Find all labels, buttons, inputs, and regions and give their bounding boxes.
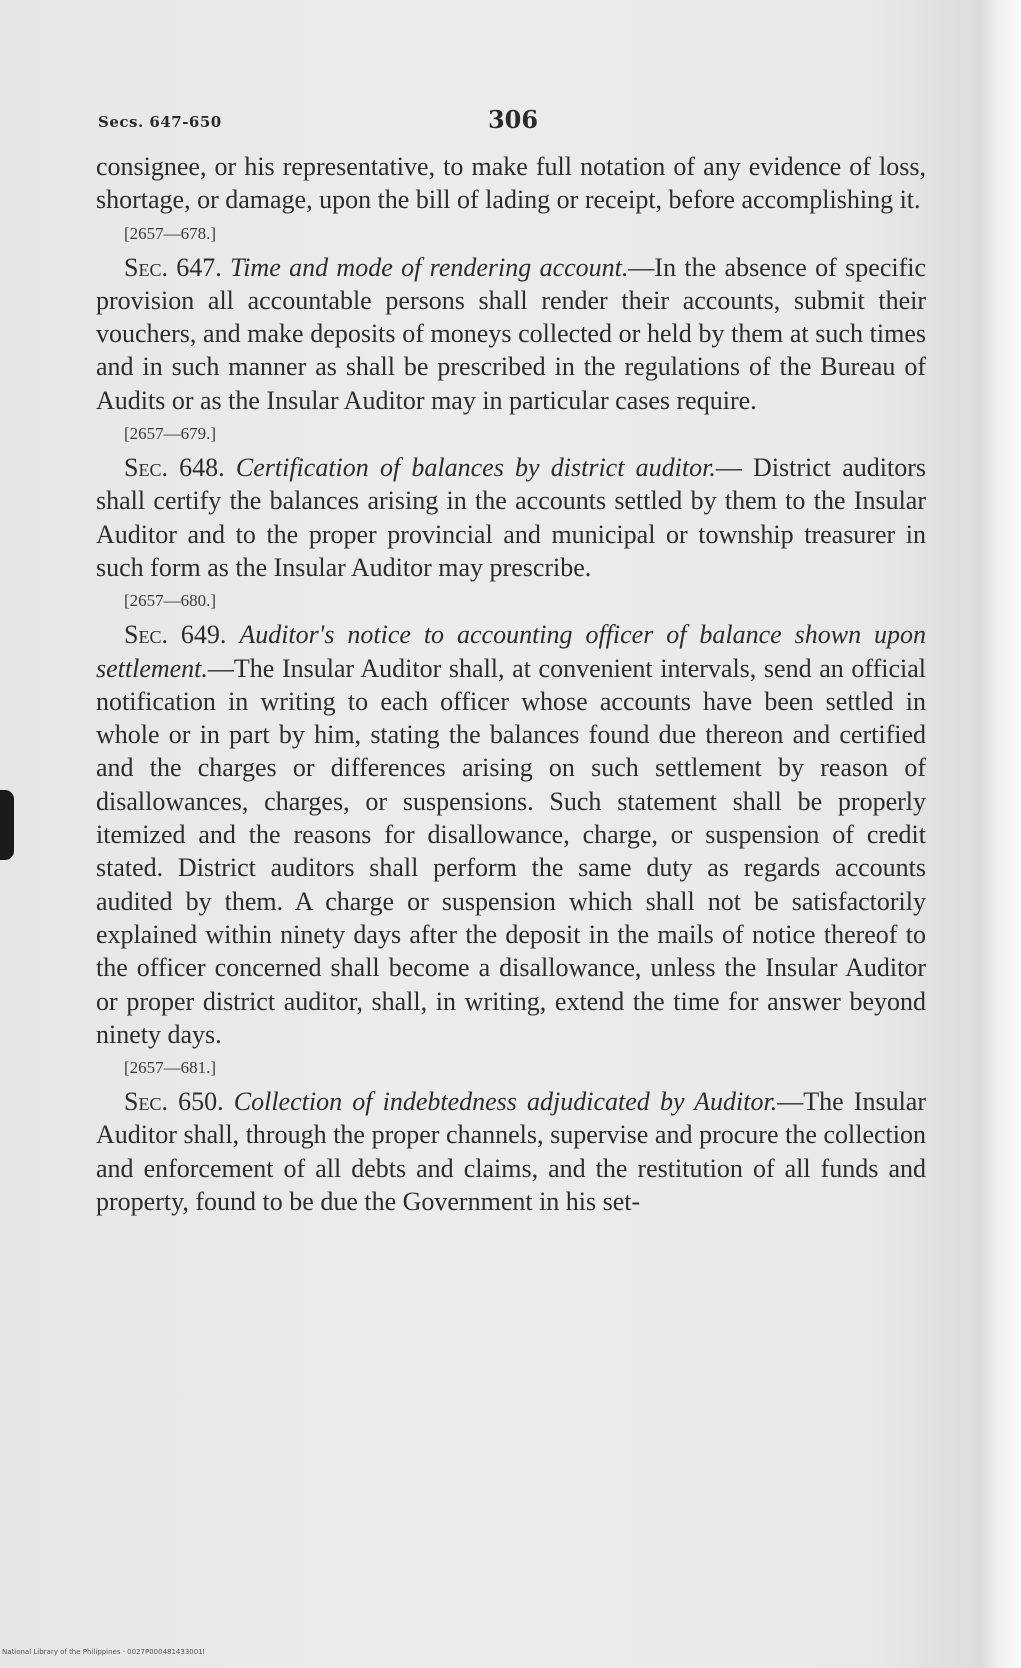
- binding-mark: [0, 790, 14, 860]
- page-number: 306: [487, 105, 539, 134]
- section-text: —In the absence of specific provision all accountable persons shall render their accounts, submit their vouchers, and make deposits of moneys collected or held by them at such times and in such manner as shall be prescribed in the regulations of the Bureau of Audits or as the Insular Auditor may in particular cases require.: [96, 252, 927, 415]
- section-title: Time and mode of rendering account.: [230, 252, 629, 282]
- section-649: [96, 618, 926, 1051]
- section-label: Sec. 647.: [124, 252, 222, 282]
- section-title: Collection of indebtedness adjudicated by Auditor.: [233, 1087, 778, 1117]
- section-text: — District auditors shall certify the balances arising in the accounts settled by them to the Insular Auditor and to the proper provincial and municipal or township treasurer in such form as the Insular Auditor may prescribe.: [96, 453, 927, 582]
- page-edge-shadow: [983, 0, 1021, 1668]
- section-647: [96, 251, 926, 417]
- opening-paragraph: consignee, or his representative, to make full notation of any evidence of loss, shortage, or damage, upon the bill of lading or receipt, before accomplishing it.: [96, 152, 926, 215]
- section-648: [96, 451, 926, 584]
- section-650: [96, 1085, 926, 1218]
- page-body: [96, 150, 926, 1218]
- section-reference: [2657—681.]: [124, 1058, 217, 1078]
- section-text: —The Insular Auditor shall, at convenient intervals, send an official notification in writing to each officer whose accounts have been settled in whole or in part by him, stating the balances found due thereon and certified and the charges or differences arising on such settlement by reason of disallowances, charges, or suspensions. Such statement shall be properly itemized and the reasons for disallowance, charge, or suspension of credit stated. District auditors shall perform the same duty as regards accounts audited by them. A charge or suspension which shall not be satisfactorily explained within ninety days after the deposit in the mails of notice thereof to the officer concerned shall become a disallowance, unless the Insular Auditor or proper district auditor, shall, in writing, extend the time for answer beyond ninety days.: [96, 653, 926, 1049]
- page-header: [98, 105, 928, 141]
- section-title: Auditor's notice to accounting officer of balance shown upon settlement.: [96, 620, 927, 683]
- section-title: Certification of balances by district auditor.: [235, 453, 716, 483]
- scan-footer: National Library of the Philippines · 0027P000481433001I: [2, 1648, 205, 1656]
- section-reference: [2657—679.]: [124, 424, 217, 444]
- section-label: Sec. 649.: [124, 620, 227, 650]
- section-reference: [2657—678.]: [124, 223, 217, 243]
- section-label: Sec. 650.: [124, 1087, 224, 1117]
- section-label: Sec. 648.: [124, 453, 225, 483]
- header-section-range: Secs. 647-650: [98, 113, 222, 131]
- section-text: —The Insular Auditor shall, through the proper channels, supervise and procure the collection and enforcement of all debts and claims, and the restitution of all funds and property, found to be due the Government in his set-: [96, 1087, 927, 1217]
- section-reference: [2657—680.]: [124, 591, 217, 611]
